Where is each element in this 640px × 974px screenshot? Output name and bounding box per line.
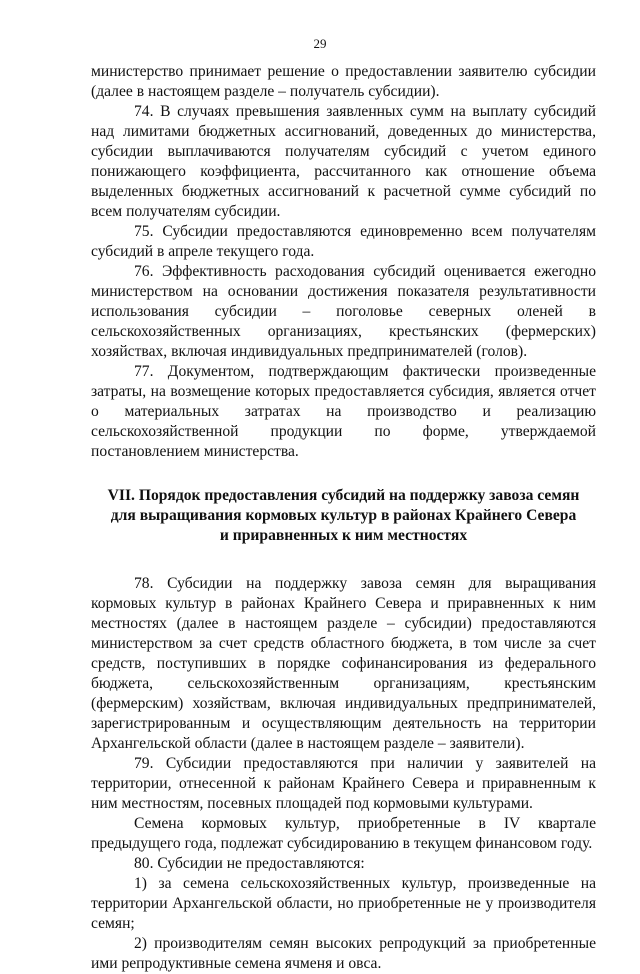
- section-heading-line: для выращивания кормовых культур в районах Крайнего Севера: [110, 507, 577, 524]
- list-item-1: 1) за семена сельскохозяйственных культур, произведенные на территории Архангельской области, но приобретенные не у производителя семян;: [91, 875, 596, 932]
- section-heading: [91, 486, 596, 546]
- list-item-2: 2) производителям семян высоких репродукций за приобретенные ими репродуктивные семена ячменя и овса.: [91, 935, 596, 972]
- paragraph-77: 77. Документом, подтверждающим фактически произведенные затраты, на возмещение которых предоставляется субсидия, является отчет о материальных затратах на производство и реализацию сельскохозяйственной продукции по форме, утверждаемой постановлением министерства.: [91, 363, 596, 460]
- page-number: 29: [313, 36, 327, 51]
- paragraph-74: 74. В случаях превышения заявленных сумм на выплату субсидий над лимитами бюджетных ассигнований, доведенных до министерства, субсидии выплачиваются получателям субсидий с учетом единого понижающего коэффициента, рассчитанного как отношение объема выделенных бюджетных ассигнований к расчетной сумме субсидий по всем получателям субсидии.: [91, 103, 596, 220]
- paragraph-continuation: министерство принимает решение о предоставлении заявителю субсидии (далее в настоящем разделе – получатель субсидии).: [91, 63, 596, 100]
- paragraph-76: 76. Эффективность расходования субсидий оценивается ежегодно министерством на основании достижения показателя результативности использования субсидии – поголовье северных оленей в сельскохозяйственных организациях, крестьянских (фермерских) хозяйствах, включая индивидуальных предпринимателей (голов).: [91, 263, 596, 360]
- paragraph-75: 75. Субсидии предоставляются единовременно всем получателям субсидий в апреле текущего года.: [91, 223, 596, 260]
- document-body: [91, 62, 596, 974]
- section-heading-line: и приравненных к ним местностях: [219, 527, 468, 544]
- paragraph-78: 78. Субсидии на поддержку завоза семян для выращивания кормовых культур в районах Крайнего Севера и приравненных к ним местностях (далее в настоящем разделе – субсидии) предоставляются министерством за счет средств областного бюджета, в том числе за счет средств, поступивших в порядке софинансирования из федерального бюджета, сельскохозяйственным организациям, крестьянским (фермерским) хозяйствам, включая индивидуальных предпринимателей, зарегистрированным и осуществляющим деятельность на территории Архангельской области (далее в настоящем разделе – заявители).: [91, 575, 596, 752]
- paragraph-79: 79. Субсидии предоставляются при наличии у заявителей на территории, отнесенной к районам Крайнего Севера и приравненным к ним местностям, посевных площадей под кормовыми культурами.: [91, 755, 596, 812]
- paragraph-seeds-note: Семена кормовых культур, приобретенные в IV квартале предыдущего года, подлежат субсидированию в текущем финансовом году.: [91, 815, 596, 852]
- paragraph-80: 80. Субсидии не предоставляются:: [134, 855, 365, 872]
- section-heading-line: VII. Порядок предоставления субсидий на поддержку завоза семян: [107, 487, 580, 504]
